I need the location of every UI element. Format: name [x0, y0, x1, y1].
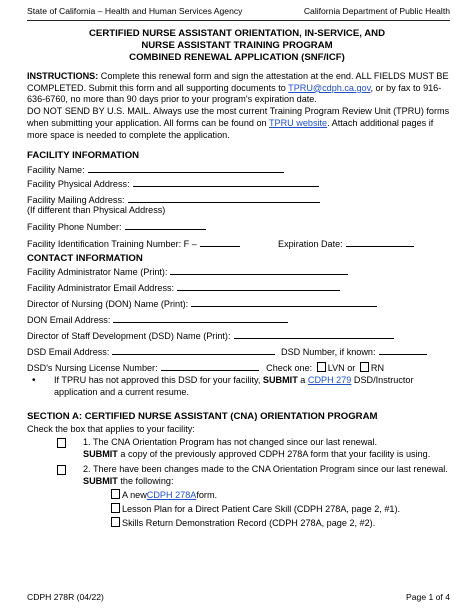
instructions-text-2: , or by fax to 916-636-6760, no more than 90 days prior to your program's expiration date.	[27, 82, 442, 105]
facility-phone-row	[27, 220, 206, 233]
instructions-text-3: DO NOT SEND BY U.S. MAIL. Always use the most current Training Program Review Unit (TPRU) forms when submitting your application. All forms can be found on	[27, 106, 450, 128]
admin-name-label: Facility Administrator Name (Print):	[27, 267, 168, 277]
dsd-license-label: DSD's Nursing License Number:	[27, 363, 158, 373]
bullet-icon: •	[32, 375, 36, 386]
facility-physical-label: Facility Physical Address:	[27, 179, 130, 189]
section-a-heading: SECTION A: CERTIFIED NURSE ASSISTANT (CNA) ORIENTATION PROGRAM	[27, 411, 378, 422]
bullet-submit: SUBMIT	[262, 375, 298, 385]
instructions	[27, 71, 452, 141]
email-link[interactable]: TPRU@cdph.ca.gov	[288, 82, 371, 93]
don-name-field[interactable]	[191, 297, 377, 307]
dsd-email-field[interactable]	[112, 345, 275, 355]
option-2-checkbox[interactable]	[57, 465, 66, 475]
agency-header: State of California – Health and Human Services Agency	[27, 6, 243, 16]
admin-name-field[interactable]	[170, 265, 348, 275]
sub-option-3-label: Skills Return Demonstration Record (CDPH 278A, page 2, #2).	[122, 518, 376, 528]
don-name-label: Director of Nursing (DON) Name (Print):	[27, 299, 189, 309]
don-name-row	[27, 297, 377, 310]
sub-option-1-row	[111, 489, 217, 501]
facility-phone-label: Facility Phone Number:	[27, 222, 122, 232]
dsd-number-label: DSD Number, if known:	[281, 347, 376, 357]
form-title-line-3: COMBINED RENEWAL APPLICATION (SNF/ICF)	[129, 52, 345, 63]
check-one-label: Check one:	[266, 363, 313, 373]
sub-option-2-checkbox[interactable]	[111, 503, 120, 513]
sub-option-3-row	[111, 517, 375, 529]
admin-email-row	[27, 281, 340, 294]
bullet-text-1: If TPRU has not approved this DSD for your facility,	[54, 375, 263, 385]
don-email-row	[27, 313, 288, 326]
expiration-row	[278, 237, 414, 250]
header-rule	[27, 20, 450, 21]
admin-email-field[interactable]	[177, 281, 340, 291]
department-header: California Department of Public Health	[303, 6, 450, 16]
admin-email-label: Facility Administrator Email Address:	[27, 283, 175, 293]
dsd-email-row	[27, 345, 275, 358]
facility-physical-row	[27, 177, 319, 190]
dsd-license-row	[27, 361, 384, 374]
instructions-text-1: Complete this renewal form and sign the attestation at the end. ALL FIELDS MUST BE COMPLETED. Submit this form and all supporting documents to	[27, 71, 449, 93]
instructions-label: INSTRUCTIONS:	[27, 71, 99, 81]
expiration-field[interactable]	[346, 237, 414, 247]
contact-info-heading: CONTACT INFORMATION	[27, 253, 143, 264]
facility-mailing-field[interactable]	[128, 193, 320, 203]
dsd-name-label: Director of Staff Development (DSD) Name (Print):	[27, 331, 231, 341]
expiration-label: Expiration Date:	[278, 239, 343, 249]
bullet-text-4: application and a current resume.	[54, 386, 189, 397]
sub-option-1-checkbox[interactable]	[111, 489, 120, 499]
form-number: CDPH 278R (04/22)	[27, 592, 104, 602]
tpru-website-link[interactable]: TPRU website	[268, 117, 328, 128]
form-title-line-2: NURSE ASSISTANT TRAINING PROGRAM	[141, 40, 333, 51]
section-a-instruction: Check the box that applies to your facility:	[27, 424, 195, 434]
option-2-rest: the following:	[117, 476, 174, 486]
option-1-label: 1. The CNA Orientation Program has not changed since our last renewal.	[83, 437, 378, 447]
sub-option-3-checkbox[interactable]	[111, 517, 120, 527]
cdph-279-link[interactable]: CDPH 279	[307, 375, 352, 385]
dsd-email-label: DSD Email Address:	[27, 347, 110, 357]
instructions-text-4: . Attach additional pages if more space is needed to complete the application.	[27, 117, 434, 140]
option-2-text	[83, 463, 455, 487]
facility-phone-field[interactable]	[125, 220, 206, 230]
sub-option-1-pre: A new	[122, 490, 147, 500]
sub-option-2-label: Lesson Plan for a Direct Patient Care Skill (CDPH 278A, page 2, #1).	[122, 504, 400, 514]
option-1-rest: a copy of the previously approved CDPH 278A form that your facility is using.	[117, 449, 431, 459]
lvn-checkbox[interactable]	[317, 362, 326, 372]
facility-id-row	[27, 237, 240, 250]
page-number: Page 1 of 4	[406, 592, 450, 602]
dsd-name-row	[27, 329, 394, 342]
facility-mailing-note: (If different than Physical Address)	[27, 205, 166, 215]
facility-physical-field[interactable]	[133, 177, 319, 187]
option-2-label: 2. There have been changes made to the CNA Orientation Program since our last renewal.	[83, 464, 448, 474]
dsd-name-field[interactable]	[234, 329, 394, 339]
rn-label: RN	[370, 363, 385, 373]
sub-option-1-post: form.	[196, 490, 218, 500]
option-1-text	[83, 436, 455, 460]
facility-mailing-label: Facility Mailing Address:	[27, 195, 125, 205]
dsd-license-field[interactable]	[161, 361, 259, 371]
facility-id-label: Facility Identification Training Number: F –	[27, 239, 197, 249]
don-email-label: DON Email Address:	[27, 315, 111, 325]
facility-id-field[interactable]	[200, 237, 240, 247]
facility-name-row	[27, 163, 284, 176]
sub-option-2-row	[111, 503, 400, 515]
dsd-number-field[interactable]	[379, 345, 427, 355]
bullet-text-3: DSD/Instructor	[351, 375, 414, 385]
admin-name-row	[27, 265, 348, 278]
don-email-field[interactable]	[113, 313, 288, 323]
rn-checkbox[interactable]	[360, 362, 369, 372]
facility-name-label: Facility Name:	[27, 165, 85, 175]
lvn-label: LVN or	[327, 363, 356, 373]
option-1-checkbox[interactable]	[57, 438, 66, 448]
cdph-278a-link[interactable]: CDPH 278A	[146, 490, 197, 500]
facility-info-heading: FACILITY INFORMATION	[27, 150, 140, 161]
option-2-submit: SUBMIT	[83, 476, 118, 486]
option-1-submit: SUBMIT	[83, 449, 118, 459]
facility-name-field[interactable]	[88, 163, 284, 173]
dsd-bullet-text	[54, 375, 454, 398]
dsd-number-row	[281, 345, 427, 358]
bullet-text-2: a	[297, 375, 308, 385]
form-title-line-1: CERTIFIED NURSE ASSISTANT ORIENTATION, IN-SERVICE, AND	[89, 28, 385, 39]
